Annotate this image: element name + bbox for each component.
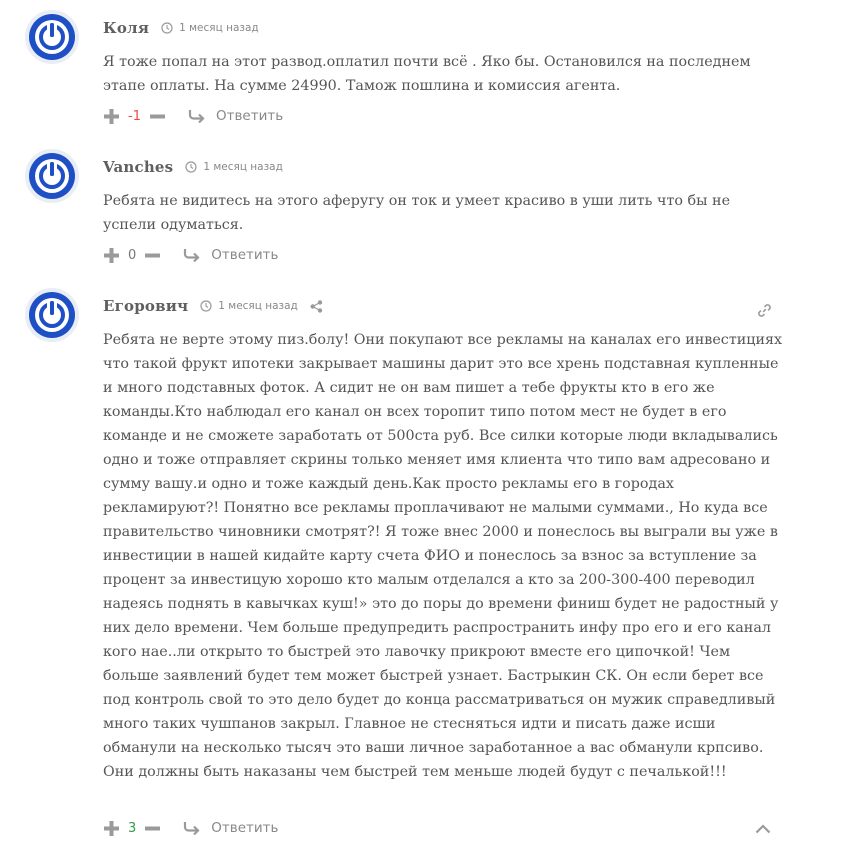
downvote-icon[interactable] (149, 108, 166, 125)
comment-actions (103, 818, 279, 838)
comment-actions (103, 106, 283, 126)
upvote-icon[interactable] (103, 108, 120, 125)
vote-count: 0 (128, 247, 137, 263)
reply-label: Ответить (211, 247, 279, 263)
share-icon[interactable] (310, 300, 323, 313)
power-avatar-icon (25, 288, 79, 342)
author-name[interactable]: Vanches (103, 158, 174, 176)
reply-button[interactable] (188, 108, 283, 124)
avatar[interactable] (25, 288, 79, 342)
comment-text: Ребята не верте этому пиз.болу! Они покупают все рекламы на каналах его инвестициях что такой фрукт ипотеки закрывает машины дарит это все хрень подставная купленные и много подставных фоток. А сидит не он вам пишет а тебе фрукты кто в его же команды.Кто наблюдал его канал он всех торопит типо потом мест не будет в его команде и не сможете заработать от 500ста руб. Все силки которые люди вкладывались одно и тоже отправляет скрины только меняет имя клиента что типо вам адресовано и сумму вашу.и одно и тоже каждый день.Как просто рекламы его в городах рекламируют?! Понятно все рекламы проплачивают не малыми суммами., Но куда все правительство чиновники смотрят?! Я тоже внес 2000 и понеслось вы выграли вы уже в инвестиции в нашей кидайте карту счета ФИО и понеслось за взнос за вступление за процент за инвестицую хорошо кто малым отделался а кто за 200-300-400 переводил надеясь поднять в кавычках куш!» это до поры до времени финиш будет не радостный у них дело времени. Чем больше предупредить распространить инфу про его и его канал кого нае..ли открыто то быстрей это лавочку прикроют вместе его ципочкой! Чем больше заявлений будет тем может быстрей узнает. Бастрыкин СК. Он если берет все под контроль свой то это дело будет до конца рассматриваться он мужик справедливый много таких чушпанов закрыл. Главное не стесняться идти и писать даже исши обманули на несколько тысяч это ваши личное заработанное а вас обманули крпсиво. Они должны быть наказаны чем быстрей тем меньше людей будут с печалькой!!! (103, 332, 783, 780)
clock-icon (185, 161, 197, 173)
clock-icon (161, 22, 173, 34)
comment-actions (103, 245, 279, 265)
chevron-up-icon[interactable] (755, 824, 771, 834)
reply-label: Ответить (211, 820, 279, 836)
comment-text: Ребята не видитесь на этого аферугу он ток и умеет красиво в уши лить что бы не успели одуматься. (103, 193, 731, 233)
reply-button[interactable] (183, 247, 278, 263)
reply-button[interactable] (183, 820, 278, 836)
comment-time[interactable]: 1 месяц назад (179, 22, 259, 34)
comment-header (103, 158, 283, 176)
reply-arrow-icon (183, 248, 201, 262)
author-name[interactable]: Коля (103, 19, 150, 37)
upvote-icon[interactable] (103, 247, 120, 264)
link-icon[interactable] (757, 303, 772, 318)
comment-time[interactable]: 1 месяц назад (203, 161, 283, 173)
power-avatar-icon (25, 10, 79, 64)
vote-count: -1 (128, 108, 141, 124)
reply-label: Ответить (215, 108, 284, 124)
avatar[interactable] (25, 149, 79, 203)
comment-text: Я тоже попал на этот развод.оплатил почти всё . Яко бы. Остановился на последнем этапе оплаты. На сумме 24990. Тамож пошлина и комиссия агента. (103, 54, 751, 94)
author-name[interactable]: Егорович (103, 297, 189, 315)
vote-count: 3 (128, 820, 137, 836)
avatar[interactable] (25, 10, 79, 64)
reply-arrow-icon (183, 821, 201, 835)
clock-icon (200, 300, 212, 312)
comment-header (103, 19, 259, 37)
comment-time[interactable]: 1 месяц назад (218, 300, 298, 312)
power-avatar-icon (25, 149, 79, 203)
comment-header (103, 297, 323, 315)
downvote-icon[interactable] (144, 247, 161, 264)
downvote-icon[interactable] (144, 820, 161, 837)
upvote-icon[interactable] (103, 820, 120, 837)
reply-arrow-icon (188, 109, 206, 123)
